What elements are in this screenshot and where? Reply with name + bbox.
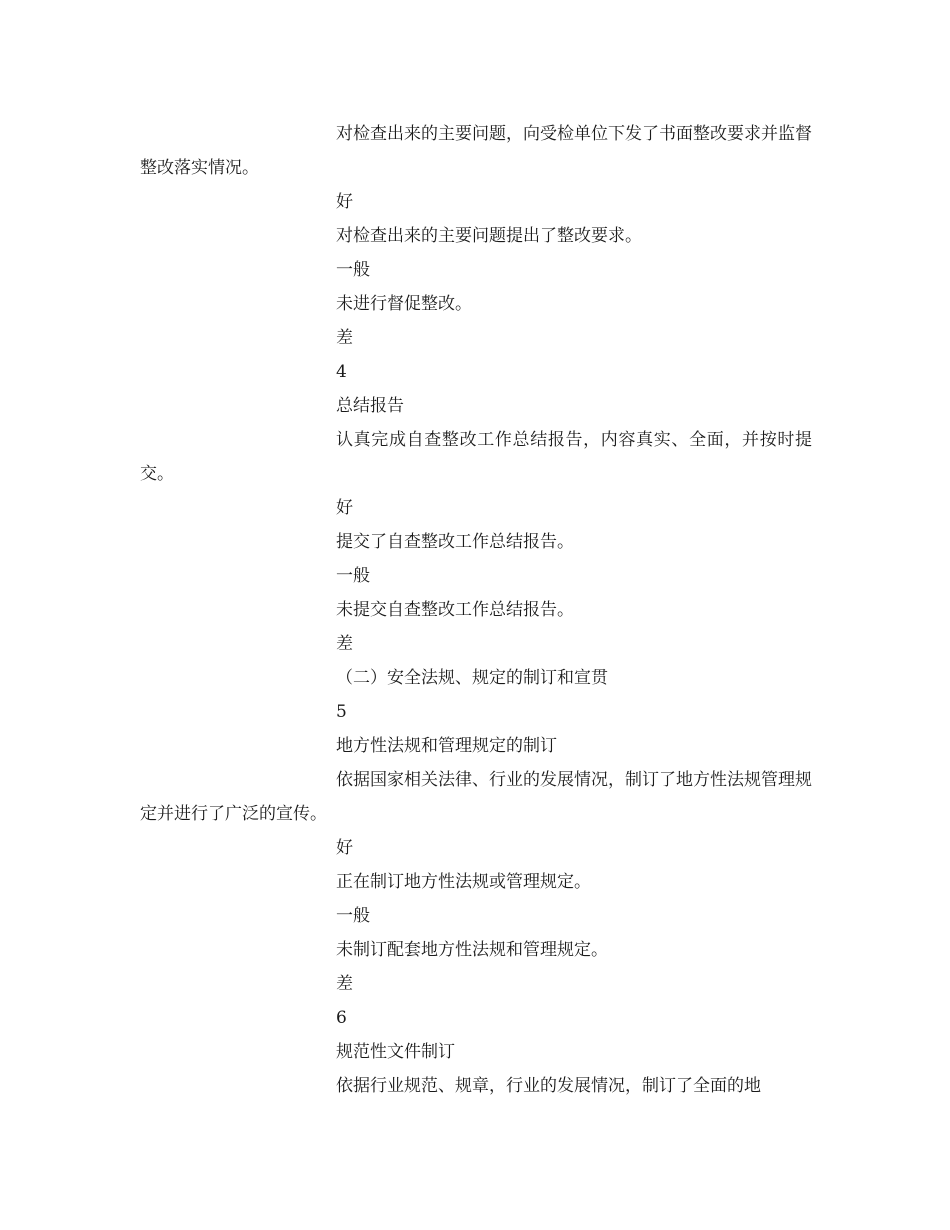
criterion-text: 未制订配套地方性法规和管理规定。 bbox=[336, 940, 608, 960]
document-body bbox=[140, 117, 812, 1103]
rating-average: 一般 bbox=[336, 566, 370, 586]
rating-poor: 差 bbox=[336, 328, 353, 348]
criterion-text: 对检查出来的主要问题提出了整改要求。 bbox=[336, 226, 642, 246]
item-number: 6 bbox=[336, 1008, 347, 1028]
rating-good: 好 bbox=[336, 192, 353, 212]
rating-good: 好 bbox=[336, 498, 353, 518]
section-heading: （二）安全法规、规定的制订和宣贯 bbox=[336, 668, 608, 688]
item-number: 5 bbox=[336, 702, 347, 722]
rating-poor: 差 bbox=[336, 634, 353, 654]
criterion-text: 未进行督促整改。 bbox=[336, 294, 472, 314]
item-title: 总结报告 bbox=[336, 396, 404, 416]
item-number: 4 bbox=[336, 362, 347, 382]
paragraph-local-regulations: 依据国家相关法律、行业的发展情况，制订了地方性法规管理规定并进行了广泛的宣传。 bbox=[140, 770, 812, 824]
criterion-text: 正在制订地方性法规或管理规定。 bbox=[336, 872, 591, 892]
item-title: 地方性法规和管理规定的制订 bbox=[336, 736, 557, 756]
item-title: 规范性文件制订 bbox=[336, 1042, 455, 1062]
criterion-text: 依据行业规范、规章，行业的发展情况，制订了全面的地 bbox=[336, 1076, 761, 1096]
criterion-text: 未提交自查整改工作总结报告。 bbox=[336, 600, 574, 620]
rating-good: 好 bbox=[336, 838, 353, 858]
rating-average: 一般 bbox=[336, 906, 370, 926]
paragraph-summary-report: 认真完成自查整改工作总结报告，内容真实、全面，并按时提交。 bbox=[140, 430, 812, 484]
criterion-text: 提交了自查整改工作总结报告。 bbox=[336, 532, 574, 552]
rating-average: 一般 bbox=[336, 260, 370, 280]
rating-poor: 差 bbox=[336, 974, 353, 994]
paragraph-rectification-requirement: 对检查出来的主要问题，向受检单位下发了书面整改要求并监督整改落实情况。 bbox=[140, 124, 812, 178]
